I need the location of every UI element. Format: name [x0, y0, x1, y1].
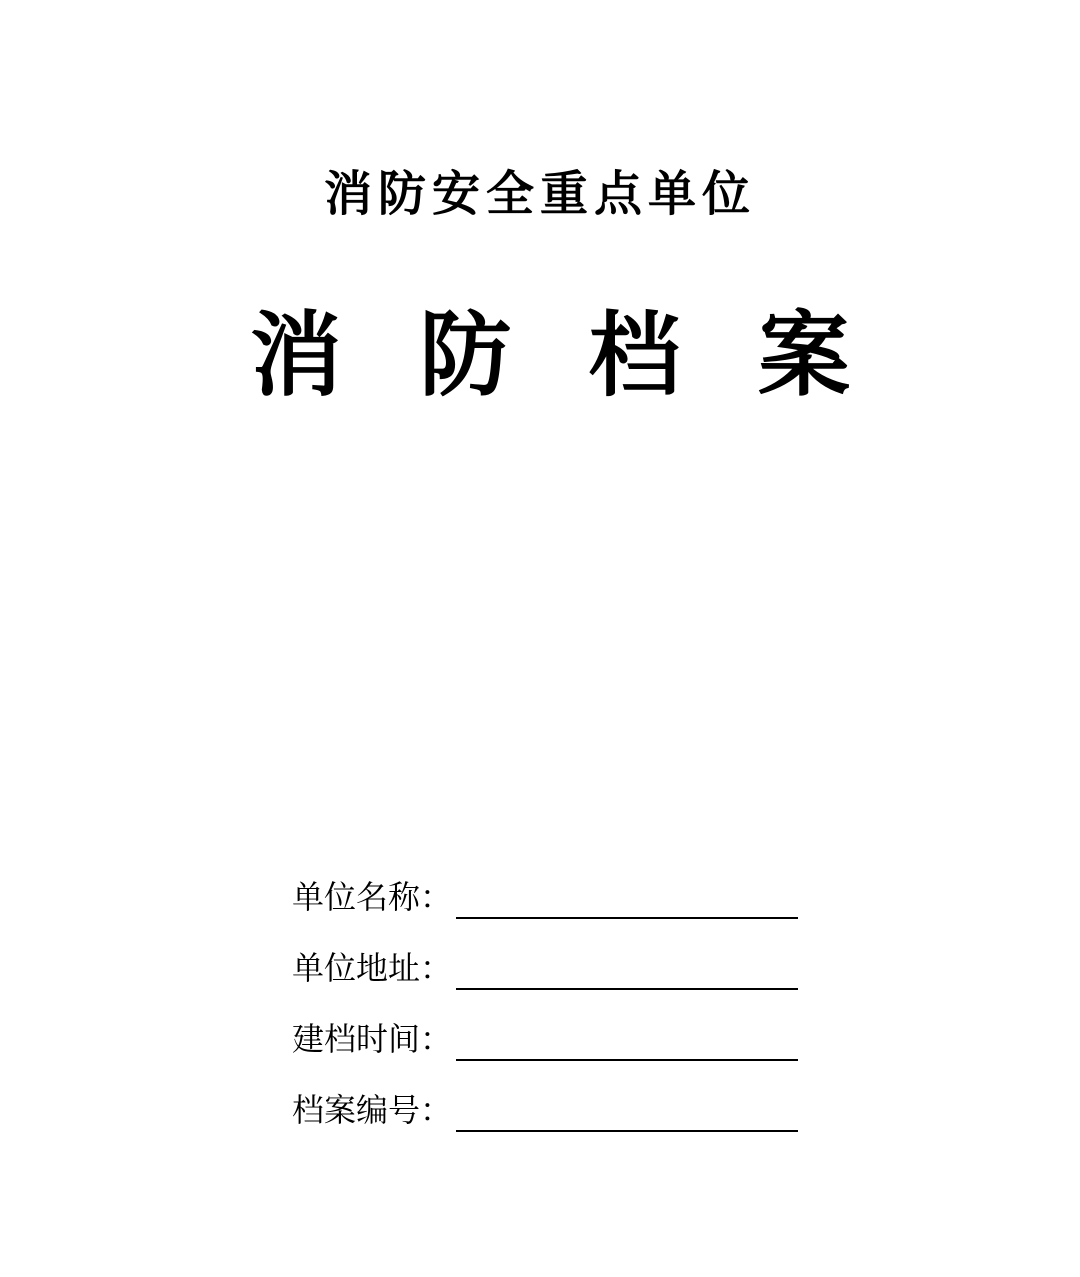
archive-number-label: 档案编号：: [292, 1092, 453, 1128]
archive-number-blank-line[interactable]: [456, 1088, 798, 1132]
filing-date-blank-line[interactable]: [456, 1017, 798, 1061]
unit-address-label: 单位地址：: [292, 950, 453, 986]
filing-date-label: 建档时间：: [292, 1021, 453, 1057]
unit-address-blank-line[interactable]: [456, 946, 798, 990]
unit-name-blank-line[interactable]: [456, 875, 798, 919]
title-char-3: 档: [588, 301, 681, 409]
cover-title: [250, 300, 850, 410]
title-char-4: 案: [757, 301, 850, 409]
cover-subtitle: 消防安全重点单位: [323, 166, 756, 222]
title-char-1: 消: [250, 301, 343, 409]
field-row-archive-number: [292, 1061, 812, 1132]
unit-name-label: 单位名称：: [292, 879, 453, 915]
cover-info-fields: [292, 848, 812, 1132]
field-row-unit-name: [292, 848, 812, 919]
title-char-2: 防: [419, 301, 512, 409]
field-row-filing-date: [292, 990, 812, 1061]
field-row-unit-address: [292, 919, 812, 990]
